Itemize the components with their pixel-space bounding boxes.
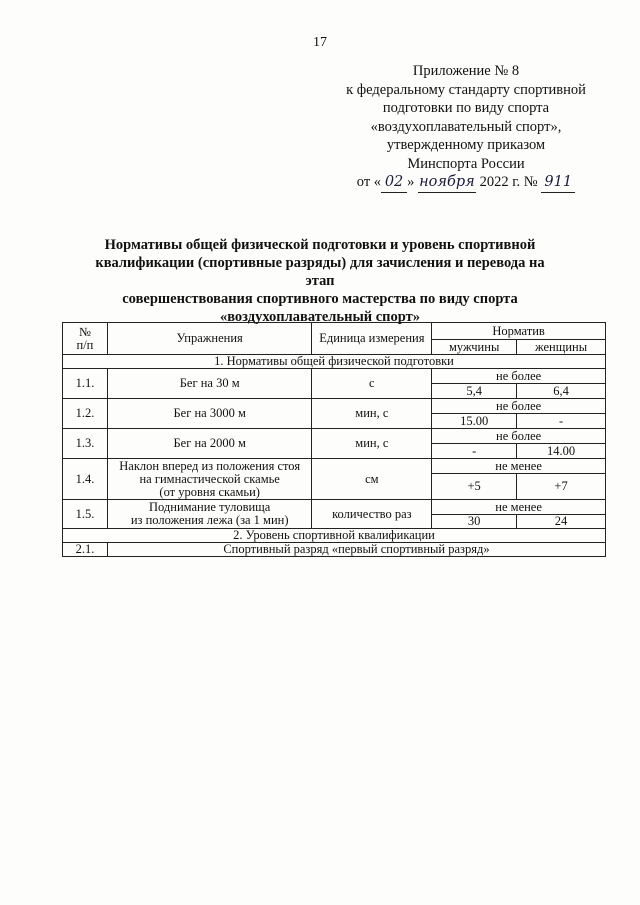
header-women: женщины [517,340,606,355]
row-men-value: 5,4 [432,384,517,399]
row-condition: не менее [432,459,606,474]
row-exercise-line: (от уровня скамьи) [159,484,260,499]
row-women-value: 6,4 [517,384,606,399]
header-norm: Норматив [432,323,606,340]
table-row [63,369,606,384]
appendix-line: «воздухоплавательный спорт», [370,118,562,135]
row-women-value: 24 [517,515,606,529]
document-title [80,236,560,326]
table-row [63,500,606,515]
header-unit: Единица измерения [312,323,432,355]
row-women-value: +7 [517,474,606,500]
appendix-line: Приложение № 8 [412,63,520,79]
order-date-line [330,173,602,193]
table-row [63,459,606,474]
row-condition: не менее [432,500,606,515]
row-num: 1.4. [63,459,108,500]
row-unit: мин, с [312,399,432,429]
section-heading: 1. Нормативы общей физической подготовки [63,355,606,369]
header-exercise: Упражнения [107,323,312,355]
row-men-value: +5 [432,474,517,500]
row-men-value: 30 [432,515,517,529]
row-unit: см [312,459,432,500]
table-row [63,429,606,444]
row-num: 1.2. [63,399,108,429]
appendix-line: утвержденному приказом [386,137,546,153]
row-exercise-line: на гимнастической скамье [139,471,280,486]
row-women-value: - [517,414,606,429]
row-unit: количество раз [312,500,432,529]
row-num: 1.1. [63,369,108,399]
page-number: 17 [313,35,327,50]
date-mid: » [407,174,415,190]
row-condition: не более [432,399,606,414]
appendix-line: Минспорта России [407,155,525,172]
row-exercise [107,459,312,500]
appendix-line: подготовки по виду спорта [382,100,550,116]
appendix-header [330,62,602,193]
row-unit: мин, с [312,429,432,459]
row-num: 1.5. [63,500,108,529]
row-unit: с [312,369,432,399]
row-num: 1.3. [63,429,108,459]
table-row [63,543,606,557]
section-heading: 2. Уровень спортивной квалификации [63,529,606,543]
date-prefix: от « [356,174,382,190]
row-exercise [107,500,312,529]
norms-table [62,322,606,557]
row-exercise-line: из положения лежа (за 1 мин) [130,513,289,527]
handwritten-day: 02 [381,173,407,193]
handwritten-order-number: 911 [541,173,575,193]
row-exercise: Бег на 2000 м [107,429,312,459]
table-row [63,399,606,414]
header-num [63,323,108,355]
row-num: 2.1. [63,543,108,557]
header-men: мужчины [432,340,517,355]
row-exercise-line: Наклон вперед из положения стоя [119,458,301,473]
title-line: Нормативы общей физической подготовки и уровень спортивной [104,237,536,253]
title-line: квалификации (спортивные разряды) для зачисления и перевода на этап [95,255,545,289]
header-num-line: № [78,324,91,339]
row-condition: не более [432,429,606,444]
row-men-value: - [432,444,517,459]
row-exercise: Бег на 30 м [107,369,312,399]
row-exercise: Бег на 3000 м [107,399,312,429]
header-num-line: п/п [76,337,94,352]
appendix-line: к федеральному стандарту спортивной [346,81,586,98]
row-men-value: 15.00 [432,414,517,429]
handwritten-month: ноября [418,173,476,193]
date-year: 2022 г. № [479,174,538,190]
title-line: совершенствования спортивного мастерства по виду спорта [122,291,518,307]
row-women-value: 14.00 [517,444,606,459]
title-line: «воздухоплавательный спорт» [219,309,421,325]
row-condition: не более [432,369,606,384]
row-exercise-line: Поднимание туловища [149,500,271,514]
row-qualification: Спортивный разряд «первый спортивный разряд» [107,543,605,557]
